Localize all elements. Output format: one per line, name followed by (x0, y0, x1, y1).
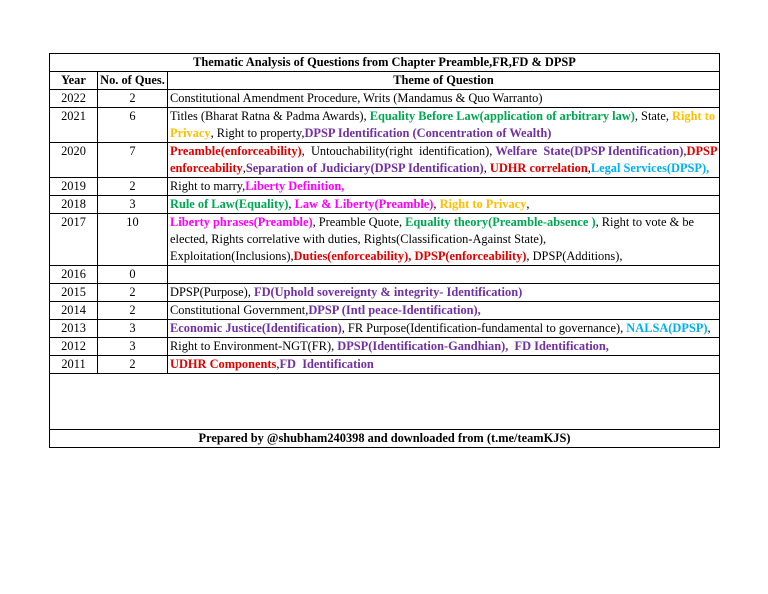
title-row (50, 54, 720, 72)
table-row (50, 302, 720, 320)
theme-segment: DPSP (Intl peace-Identification), (308, 303, 481, 317)
year-cell: 2020 (50, 143, 98, 178)
spacer-row (50, 374, 720, 430)
table-title: Thematic Analysis of Questions from Chapter Preamble,FR,FD & DPSP (50, 54, 720, 72)
table-row (50, 320, 720, 338)
table-row (50, 356, 720, 374)
theme-segment: Economic Justice(Identification) (170, 321, 342, 335)
year-cell: 2022 (50, 90, 98, 108)
theme-segment: Right to marry, (170, 179, 246, 193)
theme-segment: Law & Liberty(Preamble) (294, 197, 434, 211)
theme-cell (168, 90, 720, 108)
theme-segment: Separation of Judiciary(DPSP Identification) (245, 161, 484, 175)
theme-cell (168, 266, 720, 284)
question-count-cell: 2 (98, 302, 168, 320)
theme-segment: Preamble(enforceability) (170, 144, 302, 158)
theme-segment: Equality theory(Preamble-absence ) (405, 215, 596, 229)
theme-segment: , (683, 144, 687, 158)
header-count: No. of Ques. (98, 72, 168, 90)
theme-segment: , (242, 161, 246, 175)
theme-segment: Liberty phrases(Preamble) (170, 215, 313, 229)
theme-segment: Duties(enforceability), DPSP(enforceability) (293, 249, 527, 263)
year-cell: 2016 (50, 266, 98, 284)
year-cell: 2012 (50, 338, 98, 356)
question-count-cell: 2 (98, 284, 168, 302)
theme-segment: NALSA(DPSP) (626, 321, 708, 335)
analysis-table (49, 53, 720, 448)
table-row (50, 108, 720, 143)
theme-segment: DPSP(Identification-Gandhian), FD Identification, (337, 339, 609, 353)
theme-segment: , (433, 197, 440, 211)
theme-segment: , FR Purpose(Identification-fundamental to governance), (341, 321, 627, 335)
year-cell: 2011 (50, 356, 98, 374)
footer-row (50, 430, 720, 448)
table-row (50, 196, 720, 214)
theme-segment: , (483, 161, 490, 175)
theme-segment: Right to Privacy (439, 197, 527, 211)
table-row (50, 284, 720, 302)
theme-segment: FD Identification (279, 357, 374, 371)
year-cell: 2013 (50, 320, 98, 338)
theme-segment: , (707, 321, 711, 335)
question-count-cell: 3 (98, 196, 168, 214)
header-year: Year (50, 72, 98, 90)
year-cell: 2019 (50, 178, 98, 196)
table-row (50, 90, 720, 108)
theme-cell (168, 214, 720, 266)
theme-segment: , Untouchability(right identification), (301, 144, 496, 158)
header-theme: Theme of Question (168, 72, 720, 90)
theme-segment: UDHR Components (170, 357, 277, 371)
theme-cell (168, 284, 720, 302)
table-row (50, 266, 720, 284)
theme-cell (168, 108, 720, 143)
year-cell: 2015 (50, 284, 98, 302)
theme-segment: , Right to vote & be elected, Rights correlative with duties, Rights(Classification-Against State), Exploitation(Inclusions), (170, 215, 698, 263)
question-count-cell: 2 (98, 356, 168, 374)
question-count-cell: 6 (98, 108, 168, 143)
theme-segment: , Preamble Quote, (312, 215, 406, 229)
theme-segment: Right to Environment-NGT(FR), (170, 339, 338, 353)
question-count-cell: 2 (98, 90, 168, 108)
theme-segment: Constitutional Amendment Procedure, Writs (Mandamus & Quo Warranto) (170, 91, 543, 105)
year-cell: 2018 (50, 196, 98, 214)
theme-segment: FD(Uphold sovereignty & integrity- Identification) (254, 285, 523, 299)
theme-segment: Titles (Bharat Ratna & Padma Awards), (170, 109, 370, 123)
theme-cell (168, 338, 720, 356)
theme-segment: Rule of Law(Equality) (170, 197, 289, 211)
year-cell: 2021 (50, 108, 98, 143)
theme-segment: DPSP Identification (Concentration of Wealth) (304, 126, 552, 140)
question-count-cell: 7 (98, 143, 168, 178)
question-count-cell: 2 (98, 178, 168, 196)
theme-segment: , State, (634, 109, 673, 123)
year-cell: 2017 (50, 214, 98, 266)
table-row (50, 338, 720, 356)
theme-segment: Liberty Definition, (245, 179, 345, 193)
theme-segment: , Right to property, (210, 126, 305, 140)
theme-segment: , (288, 197, 295, 211)
question-count-cell: 3 (98, 320, 168, 338)
theme-segment: Right to Privacy (170, 109, 719, 140)
question-count-cell: 0 (98, 266, 168, 284)
theme-segment: Constitutional Government, (170, 303, 309, 317)
empty-cell (50, 374, 720, 430)
theme-segment: Legal Services(DPSP), (590, 161, 710, 175)
theme-segment: UDHR correlation (489, 161, 588, 175)
table-row (50, 143, 720, 178)
footer-credit: Prepared by @shubham240398 and downloaded from (t.me/teamKJS) (50, 430, 720, 448)
theme-cell (168, 178, 720, 196)
theme-segment: , DPSP(Additions), (526, 249, 623, 263)
year-cell: 2014 (50, 302, 98, 320)
question-count-cell: 10 (98, 214, 168, 266)
theme-segment: Welfare State(DPSP Identification) (495, 144, 684, 158)
theme-cell (168, 302, 720, 320)
theme-segment: , (276, 357, 280, 371)
theme-cell (168, 356, 720, 374)
theme-segment: Equality Before Law(application of arbitrary law) (369, 109, 635, 123)
theme-segment: DPSP(Purpose), (170, 285, 254, 299)
question-count-cell: 3 (98, 338, 168, 356)
theme-segment: DPSP enforceability (170, 144, 720, 175)
theme-segment: , (526, 197, 530, 211)
theme-cell (168, 320, 720, 338)
theme-cell (168, 143, 720, 178)
table-row (50, 214, 720, 266)
theme-cell (168, 196, 720, 214)
table-row (50, 178, 720, 196)
header-row (50, 72, 720, 90)
theme-segment: , (587, 161, 591, 175)
table-body (50, 90, 720, 374)
